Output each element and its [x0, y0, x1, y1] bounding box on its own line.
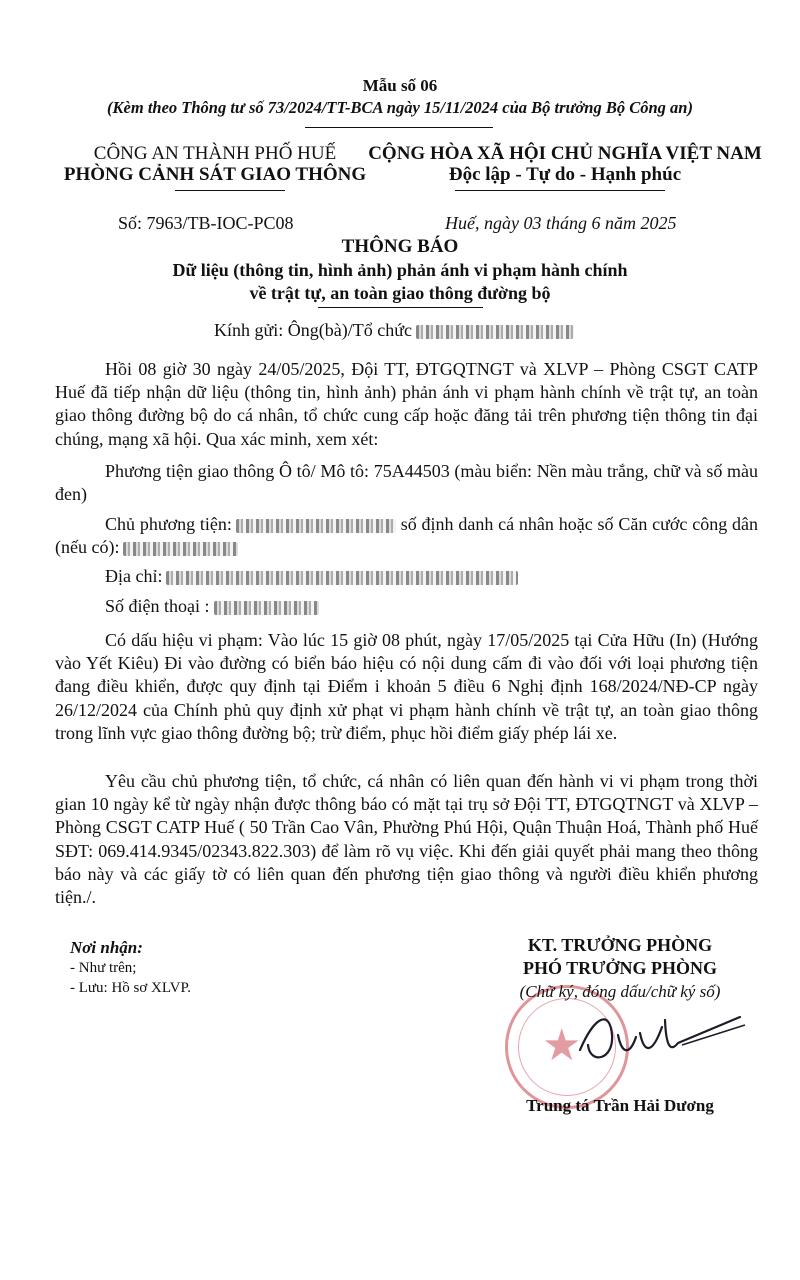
document-subtitle-1: Dữ liệu (thông tin, hình ảnh) phản ánh vi phạm hành chính — [172, 260, 628, 280]
document-subtitle-2: về trật tự, an toàn giao thông đường bộ — [249, 283, 551, 303]
violation-paragraph: Có dấu hiệu vi phạm: Vào lúc 15 giờ 08 phút, ngày 17/05/2025 tại Cửa Hữu (In) (Hướng vào Yết Kiêu) Đi vào đường có biển báo hiệu có nội dung cấm đi vào đối với loại phương tiện đang điều khiển, được quy định tại Điểm i khoản 5 điều 6 Nghị định 168/2024/NĐ-CP ngày 26/12/2024 của Chính phủ quy định xử phạt vi phạm hành chính về trật tự, an toàn giao thông trong lĩnh vực giao thông đường bộ; trừ điểm, phục hồi điểm giấy phép lái xe. — [55, 630, 758, 743]
address-label: Địa chỉ: — [105, 566, 163, 586]
title-underline — [318, 307, 483, 308]
attachment-underline — [305, 127, 493, 128]
redacted-phone — [214, 601, 319, 615]
agency-underline — [175, 190, 285, 191]
document-title: THÔNG BÁO — [341, 236, 459, 257]
phone-line — [105, 596, 319, 617]
recipient-line — [214, 320, 574, 341]
agency-line-1: CÔNG AN THÀNH PHỐ HUẾ — [93, 143, 337, 164]
redacted-owner-name — [236, 519, 396, 533]
signature-title-1: KT. TRƯỞNG PHÒNG — [527, 935, 713, 955]
intro-paragraph: Hồi 08 giờ 30 ngày 24/05/2025, Đội TT, ĐTGQTNGT và XLVP – Phòng CSGT CATP Huế đã tiếp nhận dữ liệu (thông tin, hình ảnh) phản ánh vi phạm hành chính về trật tự, an toàn giao thông đường bộ do cá nhân, tổ chức cung cấp hoặc đăng tải trên phương tiện thông tin đại chúng, mạng xã hội. Qua xác minh, xem xét: — [55, 359, 758, 449]
nation-line-2: Độc lập - Tự do - Hạnh phúc — [448, 164, 682, 185]
phone-label: Số điện thoại : — [105, 596, 210, 616]
document-number: Số: 7963/TB-IOC-PC08 — [118, 213, 294, 233]
recipients-item-1: - Như trên; — [70, 960, 137, 976]
signature-note: (Chữ ký, đóng dấu/chữ ký số) — [519, 982, 721, 1001]
address-line — [105, 566, 518, 587]
recipient-label: Kính gửi: Ông(bà)/Tổ chức — [214, 320, 412, 340]
owner-paragraph — [55, 513, 758, 559]
recipients-label: Nơi nhận: — [70, 938, 143, 957]
redacted-address — [166, 571, 518, 585]
handwritten-signature — [570, 1005, 750, 1080]
signature-title-2: PHÓ TRƯỞNG PHÒNG — [522, 958, 717, 978]
form-number: Mẫu số 06 — [362, 76, 438, 95]
attachment-note: (Kèm theo Thông tư số 73/2024/TT-BCA ngày 15/11/2024 của Bộ trưởng Bộ Công an) — [107, 98, 693, 117]
signer-name: Trung tá Trần Hải Dương — [526, 1096, 714, 1115]
redacted-owner-id — [123, 542, 238, 556]
place-date: Huế, ngày 03 tháng 6 năm 2025 — [445, 213, 677, 233]
owner-label: Chủ phương tiện: — [105, 514, 232, 534]
motto-underline — [455, 190, 665, 191]
stamp-star-icon: ★ — [542, 1020, 582, 1071]
owner-id-label: số định danh cá nhân hoặc số Căn cước công dân (nếu có): — [55, 514, 758, 558]
recipients-item-2: - Lưu: Hồ sơ XLVP. — [70, 980, 191, 996]
agency-line-2: PHÒNG CẢNH SÁT GIAO THÔNG — [63, 164, 367, 185]
vehicle-paragraph: Phương tiện giao thông Ô tô/ Mô tô: 75A44503 (màu biển: Nền màu trắng, chữ và số màu đen) — [55, 461, 758, 505]
request-paragraph: Yêu cầu chủ phương tiện, tổ chức, cá nhân có liên quan đến hành vi vi phạm trong thời gian 10 ngày kể từ ngày nhận được thông báo có mặt tại trụ sở Đội TT, ĐTGQTNGT và XLVP – Phòng CSGT CATP Huế ( 50 Trần Cao Vân, Phường Phú Hội, Quận Thuận Hoá, Thành phố Huế SĐT: 069.414.9345/02343.822.303) để làm rõ vụ việc. Khi đến giải quyết phải mang theo thông báo này và các giấy tờ có liên quan đến phương tiện giao thông và người điều khiển phương tiện./. — [55, 771, 758, 908]
nation-line-1: CỘNG HÒA XÃ HỘI CHỦ NGHĨA VIỆT NAM — [368, 143, 762, 164]
redacted-recipient — [416, 325, 574, 339]
